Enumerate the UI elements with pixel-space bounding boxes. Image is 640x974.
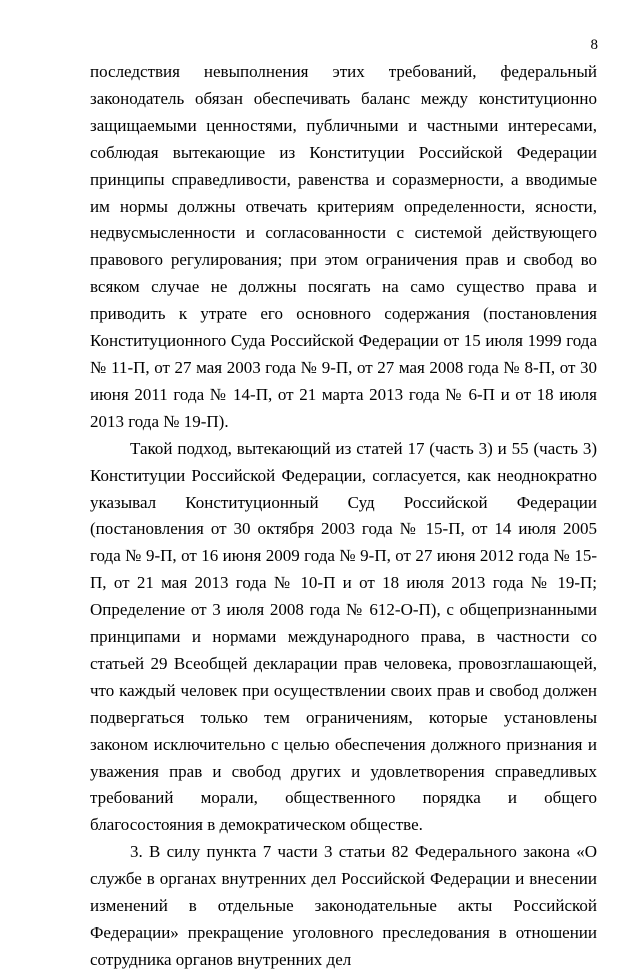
paragraph-continuation: последствия невыполнения этих требований, федеральный законодатель обязан обеспечивать баланс между конституционно защищаемыми ценностями, публичными и частными интересами, соблюдая вытекающие из Конституции Российской Федерации принципы справедливости, равенства и соразмерности, а вводимые им нормы должны отвечать критериям определенности, ясности, недвусмысленности и согласованности с системой действующего правового регулирования; при этом ограничения прав и свобод во всяком случае не должны посягать на само существо права и приводить к утрате его основного содержания (постановления Конституционного Суда Российской Федерации от 15 июля 1999 года № 11-П, от 27 мая 2003 года № 9-П, от 27 мая 2008 года № 8-П, от 30 июня 2011 года № 14-П, от 21 марта 2013 года № 6-П и от 18 июля 2013 года № 19-П). <box>90 62 597 431</box>
document-body <box>90 59 597 974</box>
paragraph-section-3: 3. В силу пункта 7 части 3 статьи 82 Федерального закона «О службе в органах внутренних дел Российской Федерации и внесении изменений в отдельные законодательные акты Российской Федерации» прекращение уголовного преследования в отношении сотрудника органов внутренних дел <box>90 842 597 969</box>
paragraph-approach: Такой подход, вытекающий из статей 17 (часть 3) и 55 (часть 3) Конституции Российской Федерации, согласуется, как неоднократно указывал Конституционный Суд Российской Федерации (постановления от 30 октября 2003 года № 15-П, от 14 июля 2005 года № 9-П, от 16 июня 2009 года № 9-П, от 27 июня 2012 года № 15-П, от 21 мая 2013 года № 10-П и от 18 июля 2013 года № 19-П; Определение от 3 июля 2008 года № 612-О-П), с общепризнанными принципами и нормами международного права, в частности со статьей 29 Всеобщей декларации прав человека, провозглашающей, что каждый человек при осуществлении своих прав и свобод должен подвергаться только тем ограничениям, которые установлены законом исключительно с целью обеспечения должного признания и уважения прав и свобод других и удовлетворения справедливых требований морали, общественного порядка и общего благосостояния в демократическом обществе. <box>90 438 597 835</box>
page-number: 8 <box>590 37 598 53</box>
